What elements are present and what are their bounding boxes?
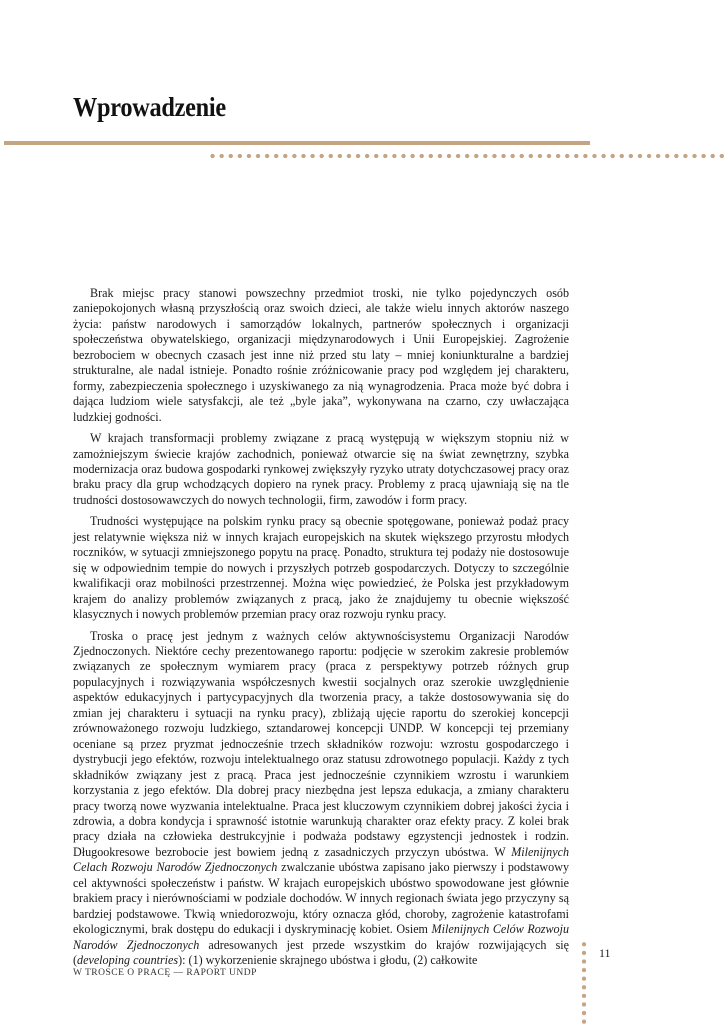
dotted-margin-divider: [580, 940, 588, 1024]
paragraph-4: [73, 629, 569, 969]
paragraph-1: Brak miejsc pracy stanowi powszechny przedmiot troski, nie tylko pojedynczych osób zaniepokojonych własną przyszłością oraz swoich dzieci, ale także wielu innych aktorów naszego życia: państw narodowych i samorządów lokalnych, partnerów społecznych i organizacji społeczeństwa obywatelskiego, organizacji międzynarodowych i Unii Europejskiej. Zagrożenie bezrobociem w obecnych czasach jest inne niż przed stu laty – mniej koniunkturalne a bardziej strukturalne, ale nadal istnieje. Ponadto rośnie zróżnicowanie pracy pod względem jej charakteru, formy, zabezpieczenia społecznego i uzyskiwanego za nią wynagrodzenia. Praca może być dobra i dająca ludziom wiele satysfakcji, ale też „byle jaka”, wykonywana na czarno, czy uwłaczająca ludzkiej godności.: [73, 286, 569, 424]
body-text: [73, 286, 569, 974]
paragraph-4-mid-2: adresowanych jest przede wszystkim do krajów rozwijających się (: [73, 937, 570, 968]
page-number: 11: [599, 946, 611, 960]
paragraph-4-tail: ): (1) wykorzenienie skrajnego ubóstwa i głodu, (2) całkowite: [178, 953, 478, 968]
page-title: Wprowadzenie: [73, 92, 226, 122]
paragraph-4-lead: Troska o pracę jest jednym z ważnych celów aktywnościsystemu Organizacji Narodów Zjednoczonych. Niektóre cechy prezentowanego raportu: podjęcie w szerokim zakresie problemów związanych ze społecznym wymiarem pracy (praca z perspektywy potrzeb różnych grup populacyjnych i rozwiązywania współczesnych kwestii socjalnych oraz szerokie uwzględnienie aspektów edukacyjnych i partycypacyjnych dla tworzenia pracy, a także dostosowywania się do zmian jej charakteru i sytuacji na rynku pracy), zbliżają ujęcie raportu do szerokiej koncepcji zrównoważonego rozwoju ludzkiego, sztandarowej koncepcji UNDP. W koncepcji tej przemiany oceniane są przez pryzmat jednocześnie trzech składników rozwoju: wzrostu gospodarczego i dystrybucji jego efektów, rozwoju intelektualnego oraz statusu zdrowotnego populacji. Każdy z tych składników związany jest z pracą. Praca jest jednocześnie czynnikiem wzrostu i warunkiem korzystania z jego efektów. Dla dobrej pracy niezbędna jest lepsza edukacja, a zmiany charakteru pracy tworzą nowe wyzwania intelektualne. Praca jest kluczowym czynnikiem dobrej jakości życia i zdrowia, a dobra kondycja i sprawność istotnie warunkują charakter oraz efekty pracy. Z kolei brak pracy działa na człowieka destrukcyjnie i podważa podstawy egzystencji jednostek i rodzin. Długookresowe bezrobocie jest bowiem jedną z zasadniczych przyczyn ubóstwa. W: [73, 628, 569, 859]
italic-millennium-goals-2: Milenijnych Celów Rozwoju Narodów Zjednoczonych: [73, 922, 569, 952]
dotted-divider: [208, 153, 724, 159]
title-rule: [4, 141, 590, 145]
paragraph-2: W krajach transformacji problemy związane z pracą występują w większym stopniu niż w zamożniejszym świecie krajów zachodnich, ponieważ otwarcie się na świat zewnętrzny, szybka modernizacja oraz budowa gospodarki rynkowej zwiększyły ryzyko utraty dotychczasowej pracy oraz braku pracy dla grup wchodzących dopiero na rynek pracy. Problemy z pracą ujawniają się na tle trudności dostosowawczych do nowych technologii, firm, zawodów i form pracy.: [73, 431, 569, 507]
italic-millennium-goals: Milenijnych Celach Rozwoju Narodów Zjednoczonych: [73, 844, 569, 875]
italic-developing-countries: developing countries: [77, 953, 179, 968]
running-footer: W TROSCE O PRACĘ — RAPORT UNDP: [73, 968, 257, 978]
paragraph-3: Trudności występujące na polskim rynku pracy są obecnie spotęgowane, ponieważ podaż pracy jest relatywnie większa niż w innych krajach europejskich na skutek większego przyrostu młodych roczników, w sytuacji zmniejszonego popytu na pracę. Ponadto, struktura tej podaży nie dostosowuje się w odpowiednim tempie do nowych i przyszłych potrzeb gospodarczych. Dotyczy to szczególnie kwalifikacji oraz mobilności przestrzennej. Można więc powiedzieć, że Polska jest przykładowym krajem do analizy problemów związanych z pracą, jako że znajdujemy tu obecnie większość klasycznych i nowych problemów przemian pracy oraz rozwoju rynku pracy.: [73, 514, 569, 622]
paragraph-4-mid: zwalczanie ubóstwa zapisano jako pierwszy i podstawowy cel aktywności społeczeństw i państw. W krajach europejskich ubóstwo spowodowane jest głównie brakiem pracy i nierównościami w podziale dochodów. W innych regionach świata jego przyczyny są bardziej podstawowe. Tkwią wniedorozwoju, który oznacza głód, choroby, zagrożenie katastrofami ekologicznymi, brak dostępu do edukacji i dyskryminację kobiet. Osiem: [73, 860, 569, 937]
